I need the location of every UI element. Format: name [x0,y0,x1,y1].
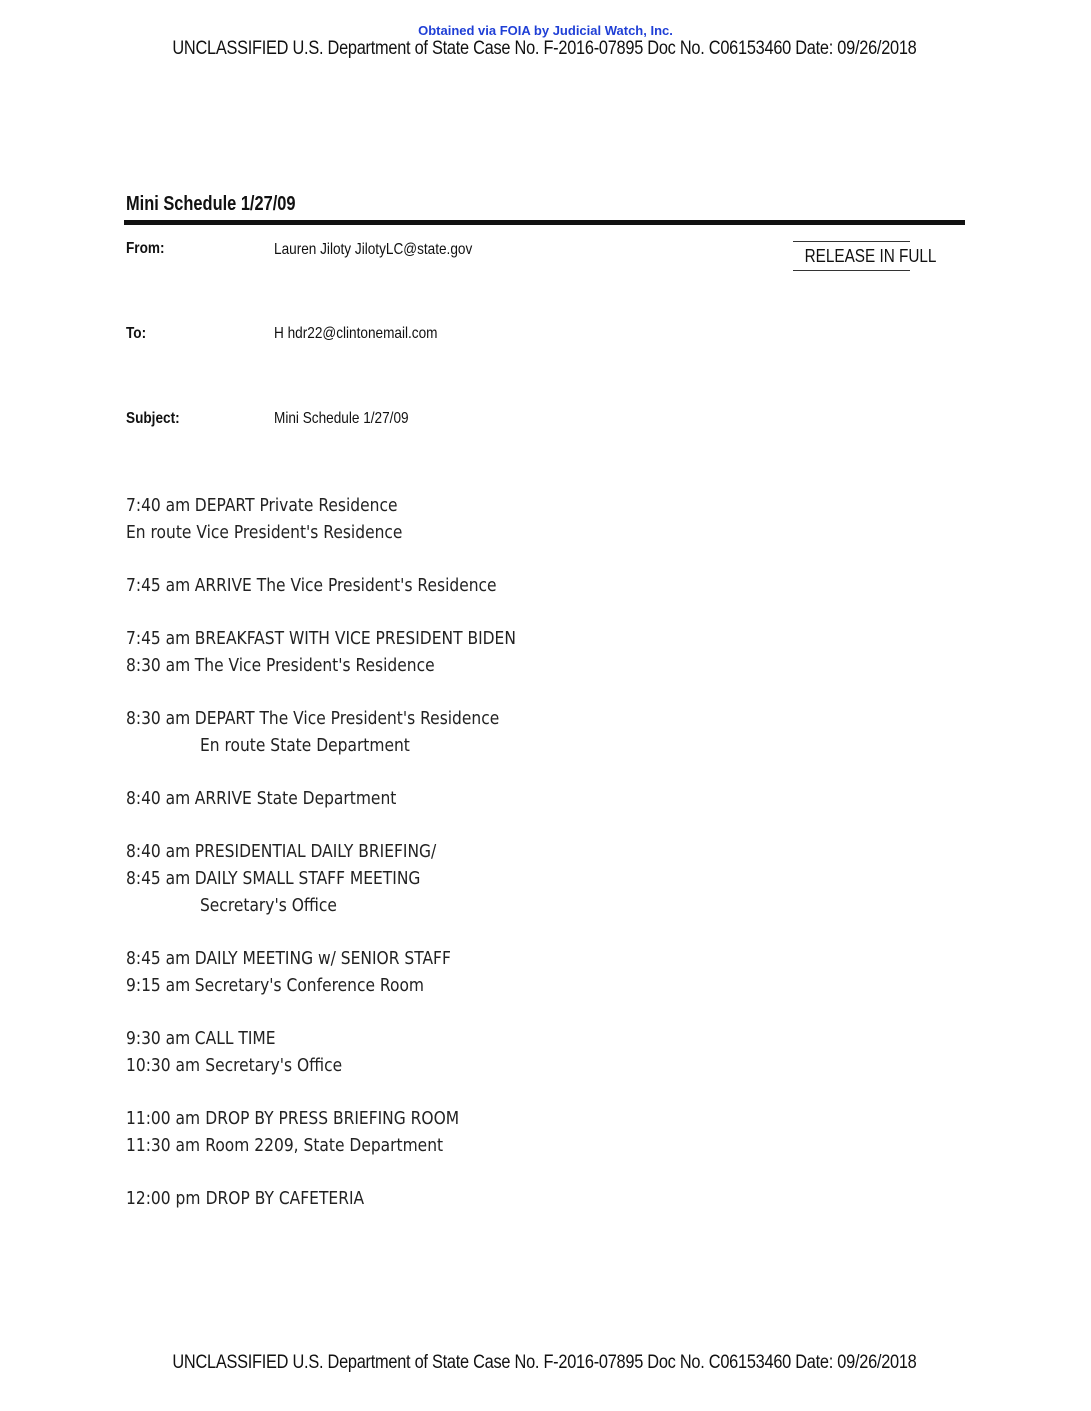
entry-time: 7:45 am [126,628,191,649]
schedule-entry [126,572,826,599]
subject-value: Mini Schedule 1/27/09 [274,410,409,427]
schedule-entry [126,838,826,919]
entry-location: Secretary's Office [199,895,337,916]
entry-desc: PRESIDENTIAL DAILY BRIEFING/ [194,841,437,862]
entry-end-time: 11:30 am [126,1135,201,1156]
entry-end-time: 9:15 am [126,975,191,996]
document-title: Mini Schedule 1/27/09 [126,193,296,215]
foia-watermark: Obtained via FOIA by Judicial Watch, Inc. [418,23,673,38]
entry-desc: CALL TIME [194,1028,276,1049]
entry-time: 12:00 pm [126,1188,201,1209]
schedule-entry [126,785,826,812]
subject-label: Subject: [126,410,180,427]
entry-desc: DROP BY CAFETERIA [205,1188,365,1209]
entry-time: 7:45 am [126,575,191,596]
entry-desc: ARRIVE State Department [194,788,397,809]
entry-location: Secretary's Office [205,1055,343,1076]
entry-desc: DROP BY PRESS BRIEFING ROOM [205,1108,460,1129]
schedule-list [126,492,826,1212]
entry-time: 9:30 am [126,1028,191,1049]
schedule-entry [126,625,826,679]
entry-time: 8:45 am [126,948,191,969]
entry-location: Secretary's Conference Room [194,975,425,996]
title-rule [124,220,965,225]
entry-time: 11:00 am [126,1108,201,1129]
entry-continuation: En route Vice President's Residence [126,522,403,543]
release-stamp: RELEASE IN FULL [793,241,910,271]
entry-subline: En route State Department [199,735,410,756]
schedule-entry [126,1105,826,1159]
schedule-entry [126,945,826,999]
entry-location: Room 2209, State Department [205,1135,444,1156]
to-label: To: [126,325,147,342]
entry-end-time: 8:30 am [126,655,191,676]
from-label: From: [126,240,165,257]
entry-desc: BREAKFAST WITH VICE PRESIDENT BIDEN [194,628,516,649]
schedule-entry [126,1025,826,1079]
schedule-entry [126,1185,826,1212]
entry-location: The Vice President's Residence [194,655,435,676]
entry-time: 8:40 am [126,841,191,862]
entry-time: 7:40 am [126,495,191,516]
entry-desc: DEPART The Vice President's Residence [194,708,500,729]
classification-footer: UNCLASSIFIED U.S. Department of State Case No. F-2016-07895 Doc No. C06153460 Date: 09/26/2018 [172,1352,917,1373]
classification-header: UNCLASSIFIED U.S. Department of State Case No. F-2016-07895 Doc No. C06153460 Date: 09/26/2018 [172,38,917,59]
entry-desc-2: DAILY SMALL STAFF MEETING [194,868,421,889]
entry-time: 8:40 am [126,788,191,809]
from-value: Lauren Jiloty JilotyLC@state.gov [274,241,473,258]
entry-desc: DEPART Private Residence [194,495,398,516]
entry-time: 8:30 am [126,708,191,729]
entry-desc: DAILY MEETING w/ SENIOR STAFF [194,948,451,969]
schedule-entry [126,492,826,546]
entry-desc: ARRIVE The Vice President's Residence [194,575,497,596]
schedule-entry [126,705,826,759]
entry-end-time: 8:45 am [126,868,191,889]
entry-end-time: 10:30 am [126,1055,201,1076]
to-value: H hdr22@clintonemail.com [274,325,438,342]
